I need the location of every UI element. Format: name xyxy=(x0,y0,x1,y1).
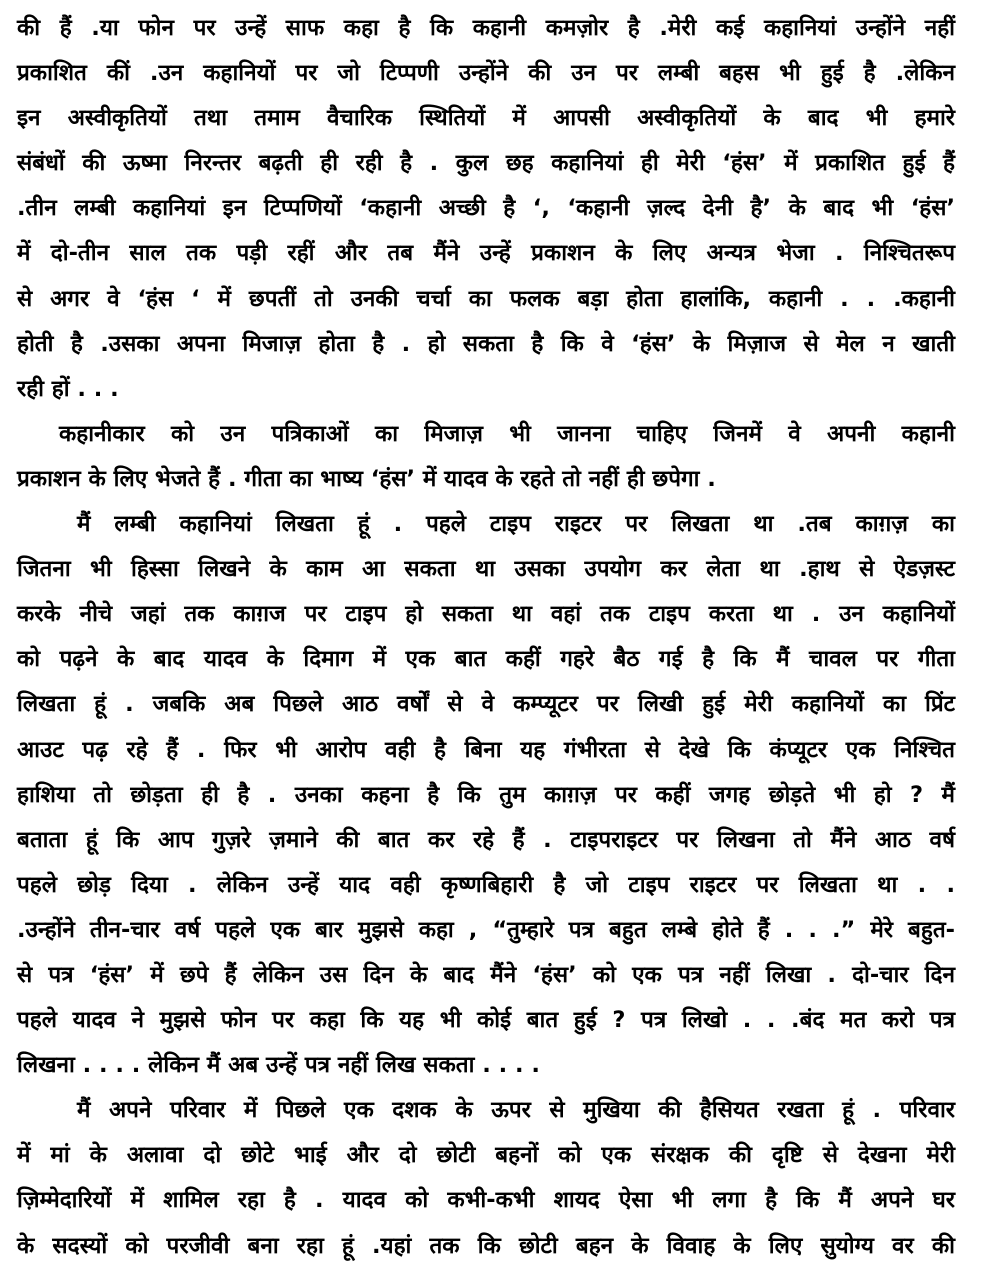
paragraph-end-line: प्रकाशन के लिए भेजते हैं . गीता का भाष्य ‘हंस’ में यादव के रहते तो नहीं ही छपेगा . xyxy=(17,465,716,492)
paragraph-end-line: रही हों . . . xyxy=(17,375,119,402)
paragraph-end-line: लिखना . . . . लेकिन मैं अब उन्हें पत्र नहीं लिख सकता . . . . xyxy=(17,1052,540,1079)
text-line: पहले यादव ने मुझसे फोन पर कहा कि यह भी कोई बात हुई ? पत्र लिखो . . .बंद मत करो पत्र xyxy=(17,1007,955,1034)
text-line: हाशिया तो छोड़ता ही है . उनका कहना है कि तुम काग़ज़ पर कहीं जगह छोड़ते भी हो ? मैं xyxy=(17,781,955,808)
text-line: से पत्र ‘हंस’ में छपे हैं लेकिन उस दिन के बाद मैंने ‘हंस’ को एक पत्र नहीं लिखा . दो-चार दिन xyxy=(17,961,955,988)
text-line: बताता हूं कि आप गुज़रे ज़माने की बात कर रहे हैं . टाइपराइटर पर लिखना तो मैंने आठ वर्ष xyxy=(17,826,955,853)
text-line: ज़िम्मेदारियों में शामिल रहा है . यादव को कभी-कभी शायद ऐसा भी लगा है कि मैं अपने घर xyxy=(17,1187,955,1214)
text-line: .तीन लम्बी कहानियां इन टिप्पणियों ‘कहानी अच्छी है ‘, ‘कहानी ज़ल्द देनी है’ के बाद भी ‘हंस’ xyxy=(17,195,955,222)
text-line: में दो-तीन साल तक पड़ी रहीं और तब मैंने उन्हें प्रकाशन के लिए अन्यत्र भेजा . निश्चितरूप xyxy=(17,240,955,267)
text-line: करके नीचे जहां तक काग़ज पर टाइप हो सकता था वहां तक टाइप करता था . उन कहानियों xyxy=(17,601,955,628)
document-page xyxy=(17,6,955,1269)
text-line: से अगर वे ‘हंस ‘ में छपतीं तो उनकी चर्चा का फलक बड़ा होता हालांकि, कहानी . . .कहानी xyxy=(17,285,955,312)
text-line: इन अस्वीकृतियों तथा तमाम वैचारिक स्थितियों में आपसी अस्वीकृतियों के बाद भी हमारे xyxy=(17,105,955,132)
text-line: को पढ़ने के बाद यादव के दिमाग में एक बात कहीं गहरे बैठ गई है कि मैं चावल पर गीता xyxy=(17,646,955,673)
text-line: प्रकाशित कीं .उन कहानियों पर जो टिप्पणी उन्होंने की उन पर लम्बी बहस भी हुई है .लेकिन xyxy=(17,60,955,87)
text-line: में मां के अलावा दो छोटे भाई और दो छोटी बहनों को एक संरक्षक की दृष्टि से देखना मेरी xyxy=(17,1142,955,1169)
text-line: संबंधों की ऊष्मा निरन्तर बढ़ती ही रही है . कुल छह कहानियां ही मेरी ‘हंस’ में प्रकाशित हुई हैं xyxy=(17,150,955,177)
text-line: की हैं .या फोन पर उन्हें साफ कहा है कि कहानी कमज़ोर है .मेरी कई कहानियां उन्होंने नहीं xyxy=(17,15,955,41)
text-line: .उन्होंने तीन-चार वर्ष पहले एक बार मुझसे कहा , “तुम्हारे पत्र बहुत लम्बे होते हैं . . .” मेरे बहुत- xyxy=(17,916,955,943)
text-line: लिखता हूं . जबकि अब पिछले आठ वर्षों से वे कम्प्यूटर पर लिखी हुई मेरी कहानियों का प्रिंट xyxy=(17,691,955,718)
text-line: के सदस्यों को परजीवी बना रहा हूं .यहां तक कि छोटी बहन के विवाह के लिए सुयोग्य वर की xyxy=(17,1232,955,1259)
text-line: पहले छोड़ दिया . लेकिन उन्हें याद वही कृष्णबिहारी है जो टाइप राइटर पर लिखता था . . xyxy=(17,871,955,898)
text-line: जितना भी हिस्सा लिखने के काम आ सकता था उसका उपयोग कर लेता था .हाथ से ऐडज़स्ट xyxy=(17,556,955,583)
paragraph-start-line: मैं लम्बी कहानियां लिखता हूं . पहले टाइप राइटर पर लिखता था .तब काग़ज़ का xyxy=(77,511,956,538)
text-line: आउट पढ़ रहे हैं . फिर भी आरोप वही है बिना यह गंभीरता से देखे कि कंप्यूटर एक निश्चित xyxy=(17,736,955,763)
text-line: होती है .उसका अपना मिजाज़ होता है . हो सकता है कि वे ‘हंस’ के मिज़ाज से मेल न खाती xyxy=(17,330,955,357)
paragraph-start-line: कहानीकार को उन पत्रिकाओं का मिजाज़ भी जानना चाहिए जिनमें वे अपनी कहानी xyxy=(59,420,955,447)
paragraph-start-line: मैं अपने परिवार में पिछले एक दशक के ऊपर से मुखिया की हैसियत रखता हूं . परिवार xyxy=(77,1097,955,1124)
